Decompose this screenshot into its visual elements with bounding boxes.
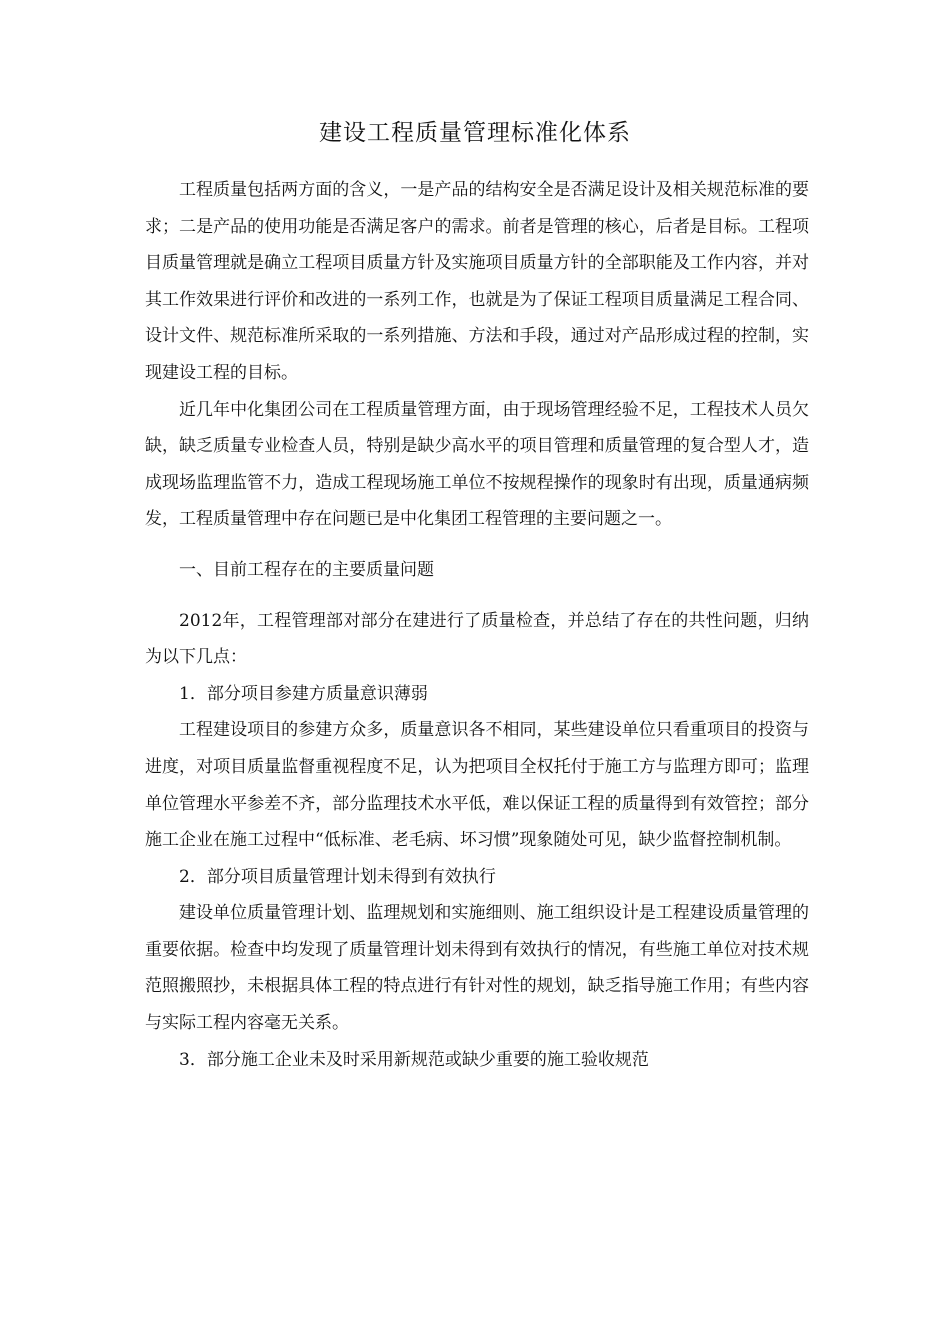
list-heading-3: 3．部分施工企业未及时采用新规范或缺少重要的施工验收规范	[179, 1049, 649, 1070]
paragraph-inspection: 2012年，工程管理部对部分在建进行了质量检查，并总结了存在的共性问题，归纳为以下几点：	[145, 610, 809, 668]
list-heading-1: 1．部分项目参建方质量意识薄弱	[179, 683, 428, 704]
list-heading-2: 2．部分项目质量管理计划未得到有效执行	[179, 866, 496, 887]
document-body	[145, 172, 809, 1078]
document-title: 建设工程质量管理标准化体系	[319, 120, 631, 146]
section-heading: 一、目前工程存在的主要质量问题	[179, 559, 434, 580]
paragraph-background: 近几年中化集团公司在工程质量管理方面，由于现场管理经验不足，工程技术人员欠缺，缺乏质量专业检查人员，特别是缺少高水平的项目管理和质量管理的复合型人才，造成现场监理监管不力，造成工程现场施工单位不按规程操作的现象时有出现，质量通病频发，工程质量管理中存在问题已是中化集团工程管理的主要问题之一。	[145, 399, 809, 530]
paragraph-item-1: 工程建设项目的参建方众多，质量意识各不相同，某些建设单位只看重项目的投资与进度，对项目质量监督重视程度不足，认为把项目全权托付于施工方与监理方即可；监理单位管理水平参差不齐，部分监理技术水平低，难以保证工程的质量得到有效管控；部分施工企业在施工过程中“低标准、老毛病、坏习惯”现象随处可见，缺少监督控制机制。	[145, 720, 809, 851]
paragraph-intro: 工程质量包括两方面的含义，一是产品的结构安全是否满足设计及相关规范标准的要求；二是产品的使用功能是否满足客户的需求。前者是管理的核心，后者是目标。工程项目质量管理就是确立工程项目质量方针及实施项目质量方针的全部职能及工作内容，并对其工作效果进行评价和改进的一系列工作，也就是为了保证工程项目质量满足工程合同、设计文件、规范标准所采取的一系列措施、方法和手段，通过对产品形成过程的控制，实现建设工程的目标。	[145, 180, 809, 383]
paragraph-item-2: 建设单位质量管理计划、监理规划和实施细则、施工组织设计是工程建设质量管理的重要依据。检查中均发现了质量管理计划未得到有效执行的情况，有些施工单位对技术规范照搬照抄，未根据具体工程的特点进行有针对性的规划，缺乏指导施工作用；有些内容与实际工程内容毫无关系。	[145, 903, 809, 1034]
